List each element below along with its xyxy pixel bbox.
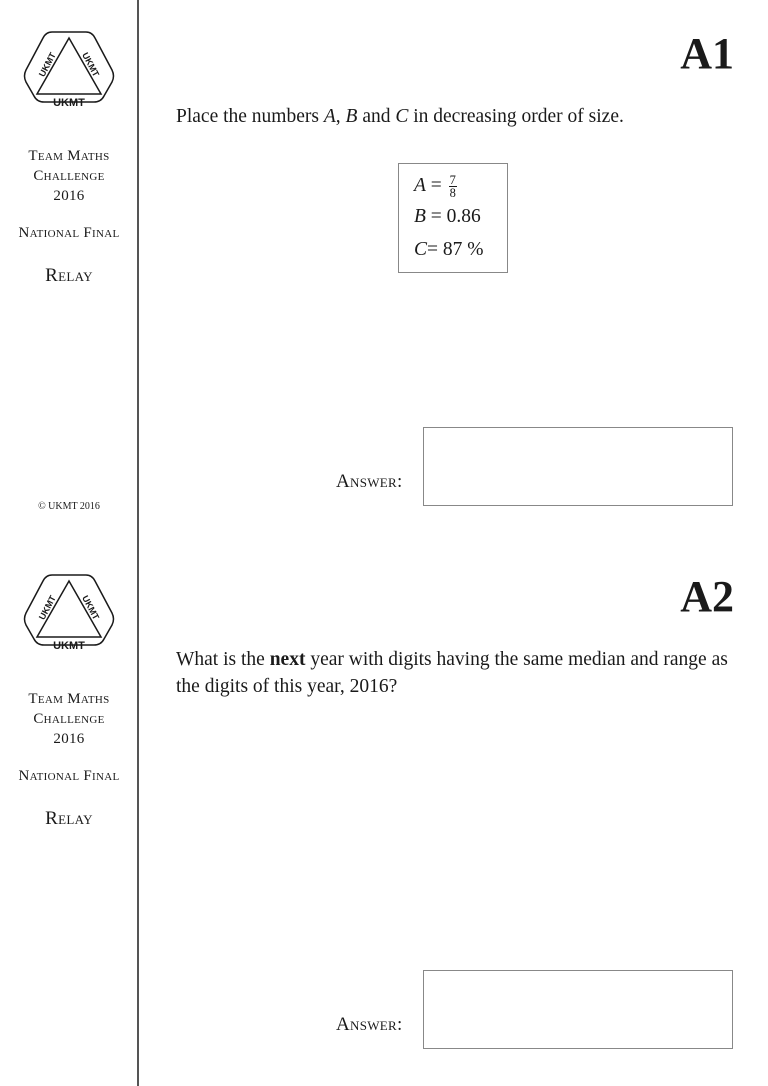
logo-left-text: UKMT	[36, 593, 58, 622]
logo-left-text: UKMT	[36, 50, 58, 79]
question-text: Place the numbers A, B and C in decreasing order of size.	[176, 106, 624, 127]
value-a: A = $\frac{7}{8}$	[414, 173, 456, 200]
competition-title	[0, 146, 138, 206]
round-label: Relay	[45, 808, 93, 829]
logo-base-text: UKMT	[53, 97, 85, 109]
fraction: $\frac{7}{8}$	[449, 173, 456, 200]
sidebar	[0, 543, 138, 1086]
ukmt-logo-icon	[22, 569, 116, 655]
title-line-1: Team Maths	[28, 148, 110, 164]
question-number: A1	[680, 29, 734, 78]
question-number: A2	[680, 572, 734, 621]
year: 2016	[53, 731, 85, 747]
stage-label: National Final	[18, 225, 120, 241]
title-line-2: Challenge	[33, 711, 105, 727]
copyright: © UKMT 2016	[38, 501, 100, 512]
logo-base-text: UKMT	[53, 640, 85, 652]
answer-label: Answer:	[336, 471, 403, 492]
divider	[137, 0, 139, 543]
competition-title	[0, 689, 138, 749]
title-line-2: Challenge	[33, 168, 105, 184]
logo-right-text: UKMT	[80, 593, 102, 622]
sidebar	[0, 0, 138, 543]
logo-right-text: UKMT	[80, 50, 102, 79]
divider	[137, 543, 139, 1086]
value-b: B = 0.86	[414, 206, 481, 227]
stage-label: National Final	[18, 768, 120, 784]
round-label: Relay	[45, 265, 93, 286]
answer-label: Answer:	[336, 1014, 403, 1035]
year: 2016	[53, 188, 85, 204]
values-box	[398, 163, 508, 273]
title-line-1: Team Maths	[28, 691, 110, 707]
question-text: What is the next year with digits having the same median and range as the digits of this year, 2016?	[176, 649, 728, 697]
ukmt-logo-icon	[22, 26, 116, 112]
value-c: C= 87 %	[414, 239, 484, 260]
answer-box[interactable]	[423, 427, 733, 506]
answer-box[interactable]	[423, 970, 733, 1049]
question-card-a2	[0, 543, 768, 1086]
